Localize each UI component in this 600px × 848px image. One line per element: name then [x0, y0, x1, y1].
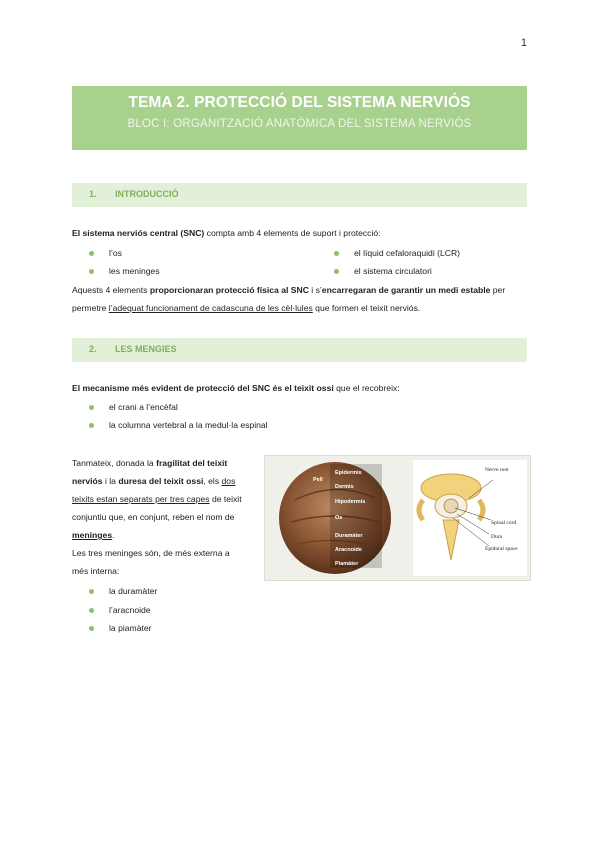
bullet-dot-icon — [89, 589, 94, 594]
paragraph-line: teixits estan separats per tres capes de teixit — [72, 494, 242, 504]
paragraph-line: nerviós i la duresa del teixit ossi, els dos — [72, 476, 236, 486]
document-subtitle: BLOC I: ORGANITZACIÓ ANATÒMICA DEL SISTEMA NERVIÓS — [127, 118, 472, 130]
label-nerve-root: Nerve root — [485, 467, 509, 473]
bullet-dot-icon — [89, 405, 94, 410]
section-number: 1. — [89, 189, 97, 199]
intro-paragraph — [72, 227, 381, 239]
label-dermis: Dermis — [335, 484, 354, 490]
paragraph-line: Tanmateix, donada la fragilitat del teixit — [72, 458, 228, 468]
paragraph-line: Les tres meninges són, de més externa a — [72, 548, 230, 558]
bullet-dot-icon — [89, 608, 94, 613]
page-number: 1 — [520, 37, 527, 49]
paragraph-line: permetre l’adequat funcionament de cadascuna de les cèl·lules que formen el teixit nerviós. — [72, 303, 421, 313]
label-hipodermis: Hipodermis — [335, 499, 366, 505]
bullet-dot-icon — [89, 251, 94, 256]
section-heading-2 — [72, 338, 527, 362]
label-os: Os — [335, 515, 343, 521]
document-title: TEMA 2. PROTECCIÓ DEL SISTEMA NERVIÓS — [128, 94, 471, 111]
skull-layers-image — [275, 460, 395, 576]
paragraph-line: meninges. — [72, 530, 115, 540]
paragraph-line: conjuntiu que, en conjunt, reben el nom de — [72, 512, 235, 522]
label-spinal-cord: Spinal cord — [491, 520, 517, 526]
bullet-dot-icon — [89, 626, 94, 631]
bullet-dot-icon — [89, 423, 94, 428]
paragraph-line: més interna: — [72, 566, 120, 576]
vertebra-image — [413, 460, 527, 576]
label-pell: Pell — [313, 477, 323, 483]
label-epidermis: Epidermis — [335, 470, 362, 476]
label-epidural-space: Epidural space — [485, 546, 518, 552]
intro-bold: El sistema nerviós central (SNC) — [72, 228, 205, 238]
paragraph-line: Aquests 4 elements proporcionaran protecció física al SNC i s’encarregaran de garantir un medi estable per — [72, 285, 506, 295]
label-duramater: Duramàter — [335, 533, 363, 539]
meninges-figure — [264, 455, 531, 581]
section-heading-1 — [72, 183, 527, 207]
section-number: 2. — [89, 344, 97, 354]
label-piamater: Piamàter — [335, 561, 359, 567]
section-title: LES MENGIES — [115, 344, 177, 354]
intro-rest: compta amb 4 elements de suport i protecció: — [204, 228, 381, 238]
bullet-dot-icon — [334, 269, 339, 274]
paragraph-line: El mecanisme més evident de protecció del SNC és el teixit ossi que el recobreix: — [72, 383, 400, 393]
bullet-dot-icon — [334, 251, 339, 256]
label-dura: Dura — [491, 534, 502, 540]
section-title: INTRODUCCIÓ — [115, 189, 179, 199]
label-aracnoide: Aracnoide — [335, 547, 362, 553]
bullet-dot-icon — [89, 269, 94, 274]
title-banner — [72, 86, 527, 150]
